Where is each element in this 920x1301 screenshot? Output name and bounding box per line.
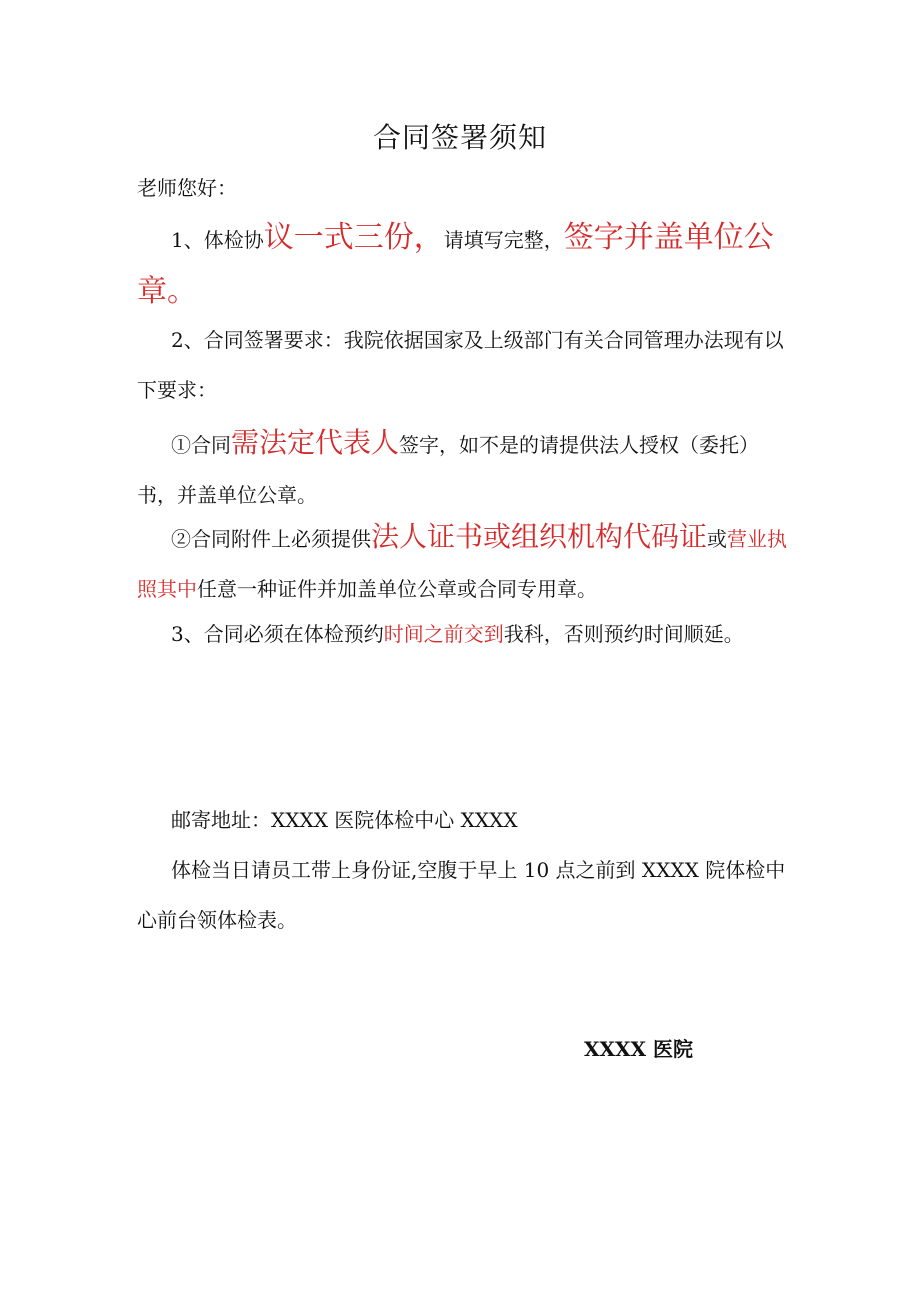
item-2-2-text-e: 任意一种证件并加盖单位公章或合同专用章。 xyxy=(197,577,597,601)
exam-day-notice xyxy=(137,845,797,945)
item-2-1-text-c: 签字，如不是的请提供法人授权（委托）书，并盖单位公章。 xyxy=(137,433,760,507)
item-2-2-paragraph xyxy=(137,512,797,614)
item-1-text-c: 请填写完整， xyxy=(443,228,564,252)
item-1-text-a: 1、体检协 xyxy=(171,228,264,252)
item-1-highlight-seal: 签字并盖单位公章。 xyxy=(137,220,774,309)
mailing-address-text: 邮寄地址：XXXX 医院体检中心 XXXX xyxy=(171,808,518,832)
item-2-1-text-a: ①合同 xyxy=(171,433,231,457)
item-2-2-highlight-certificate: 法人证书或组织机构代码证 xyxy=(371,520,708,553)
item-3-text-c: 我科，否则预约时间顺延。 xyxy=(503,622,744,646)
item-2-paragraph xyxy=(137,315,797,415)
item-2-1-paragraph xyxy=(137,418,797,520)
item-1-highlight-copies: 议一式三份， xyxy=(263,220,444,255)
mailing-address xyxy=(137,795,797,845)
item-3-text-a: 3、合同必须在体检预约 xyxy=(171,622,384,646)
item-1-paragraph xyxy=(137,212,797,320)
item-2-2-text-c: 或 xyxy=(707,527,728,551)
page-title: 合同签署须知 xyxy=(372,121,547,154)
item-3-paragraph xyxy=(137,609,797,659)
exam-day-notice-text: 体检当日请员工带上身份证,空腹于早上 10 点之前到 XXXX 院体检中心前台领体检表。 xyxy=(137,858,786,932)
item-2-text: 2、合同签署要求：我院依据国家及上级部门有关合同管理办法现有以下要求： xyxy=(137,328,784,402)
item-3-highlight-deadline: 时间之前交到 xyxy=(383,622,504,646)
item-2-1-highlight-representative: 需法定代表人 xyxy=(231,426,400,459)
item-2-2-highlight-license: 营业执照其中 xyxy=(137,527,788,601)
greeting: 老师您好： xyxy=(137,176,237,200)
item-2-2-text-a: ②合同附件上必须提供 xyxy=(171,527,371,551)
hospital-signature: XXXX 医院 xyxy=(584,1037,694,1061)
